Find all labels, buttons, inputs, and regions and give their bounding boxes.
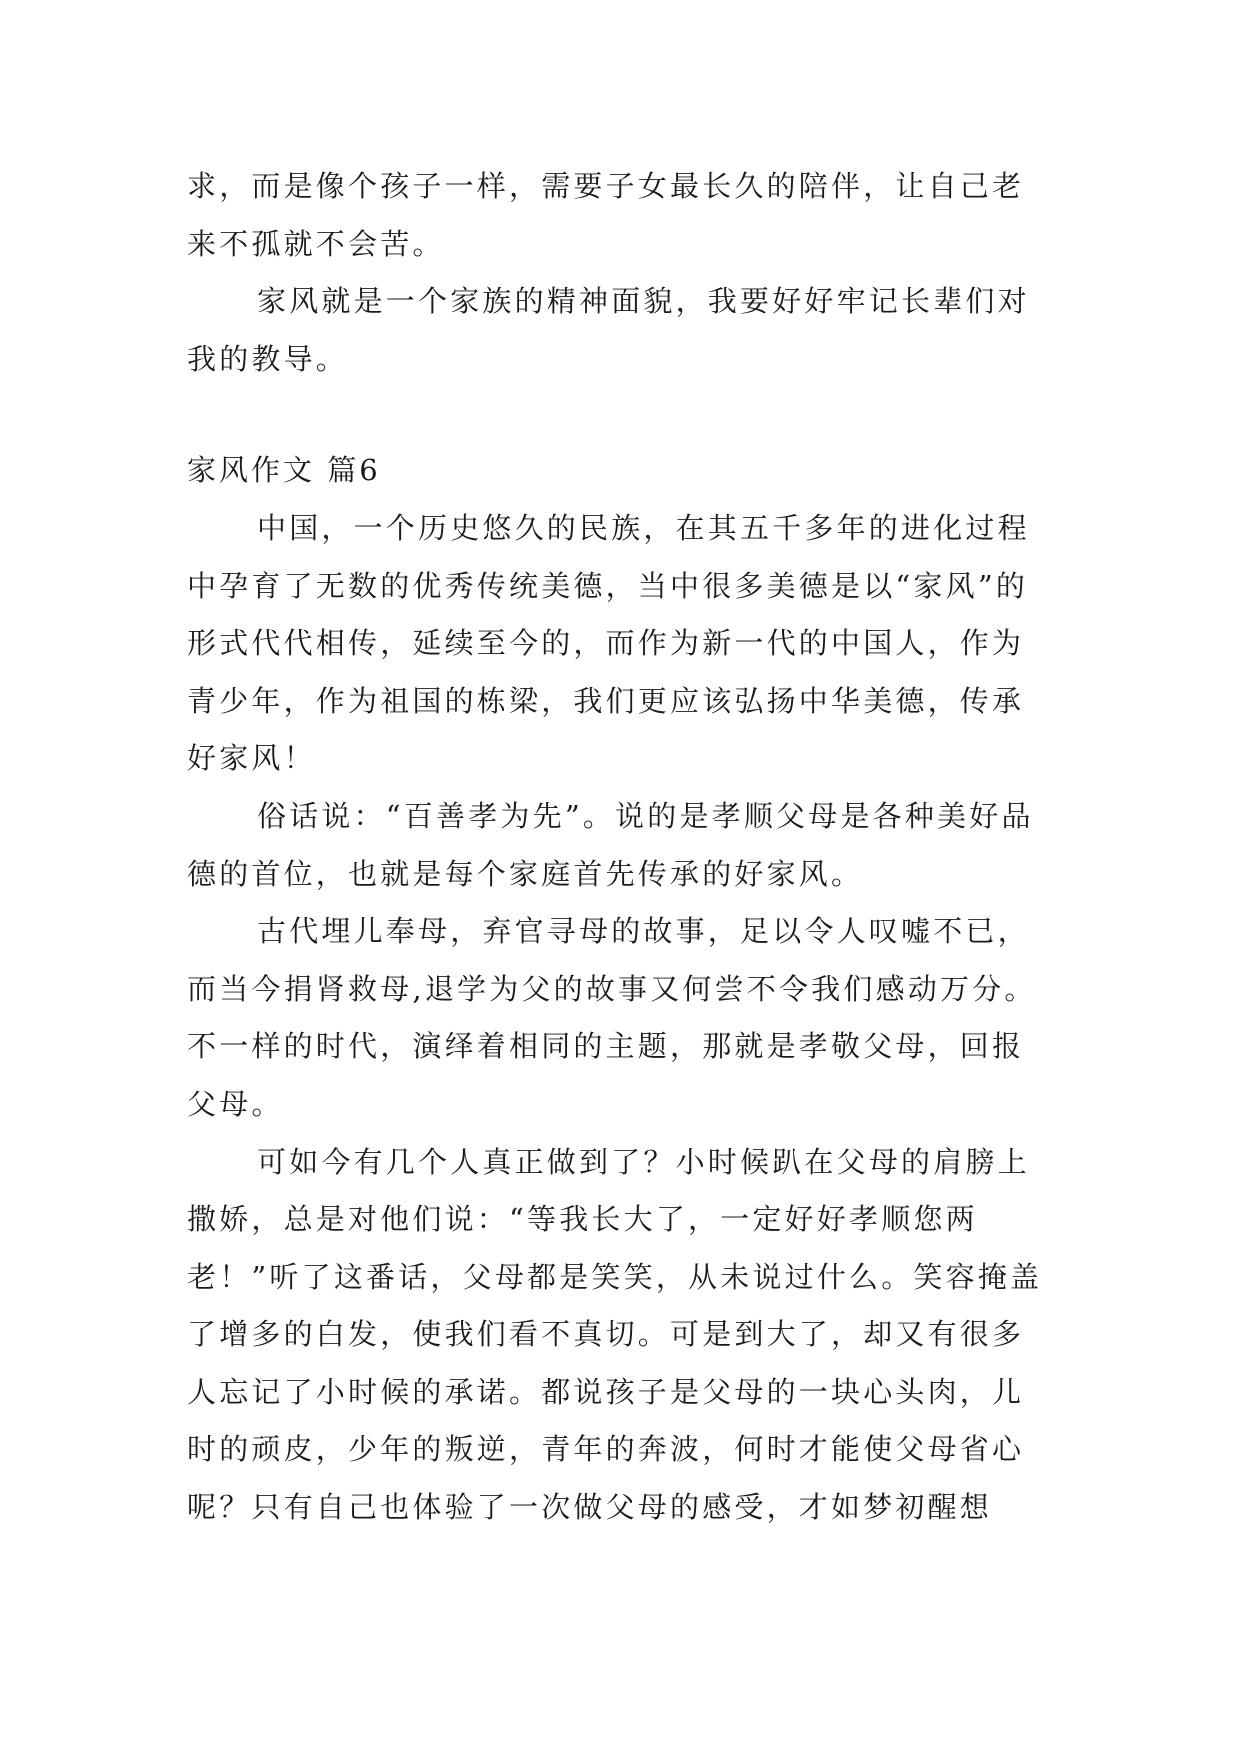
paragraph-filial-piety-saying: 俗话说：“百善孝为先”。说的是孝顺父母是各种美好品德的首位，也就是每个家庭首先传承的好家风。 xyxy=(187,798,1034,891)
paragraph-china-virtues: 中国，一个历史悠久的民族，在其五千多年的进化过程中孕育了无数的优秀传统美德，当中很多美德是以“家风”的形式代代相传，延续至今的，而作为新一代的中国人，作为青少年，作为祖国的栋梁，我们更应该弘扬中华美德，传承好家风！ xyxy=(187,510,1030,776)
section-title: 家风作文 篇6 xyxy=(187,453,381,488)
section-gap xyxy=(187,388,1055,442)
paragraph-ancient-stories: 古代埋儿奉母，弃官寻母的故事，足以令人叹嘘不已，而当今捐肾救母,退学为父的故事又何尝不令我们感动万分。不一样的时代，演绎着相同的主题，那就是孝敬父母，回报父母。 xyxy=(187,914,1037,1121)
document-body xyxy=(187,158,1055,1537)
paragraph-family-spirit: 家风就是一个家族的精神面貌，我要好好牢记长辈们对我的教导。 xyxy=(187,284,1030,376)
paragraph-childhood-promise: 可如今有几个人真正做到了？小时候趴在父母的肩膀上撒娇，总是对他们说：“等我长大了，一定好好孝顺您两老！”听了这番话，父母都是笑笑，从未说过什么。笑容掩盖了增多的白发，使我们看不真切。可是到大了，却又有很多人忘记了小时候的承诺。都说孩子是父母的一块心头肉，儿时的顽皮，少年的叛逆，青年的奔波，何时才能使父母省心呢？只有自己也体验了一次做父母的感受，才如梦初醒想 xyxy=(187,1144,1043,1525)
paragraph-continued: 求，而是像个孩子一样，需要子女最长久的陪伴，让自己老来不孤就不会苦。 xyxy=(187,169,1025,261)
